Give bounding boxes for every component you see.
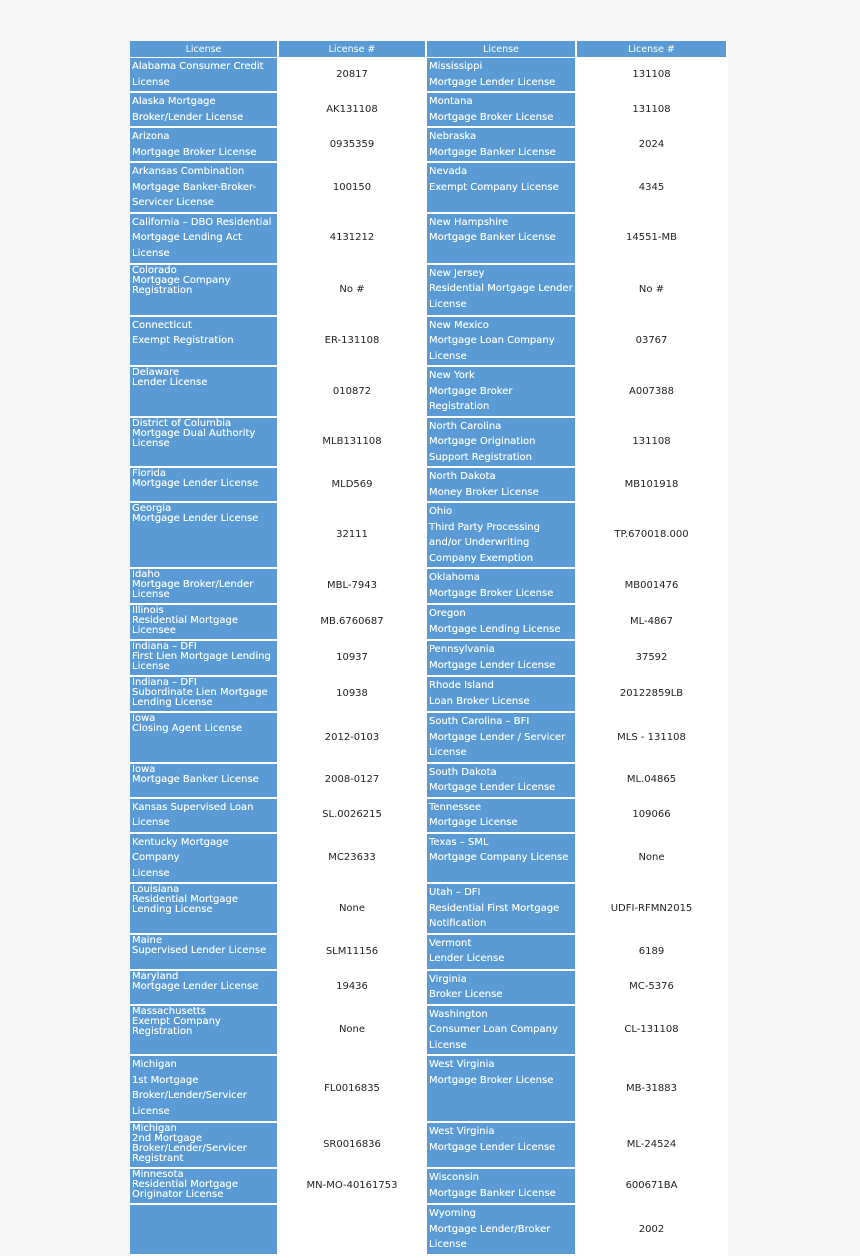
license-cell-left [130,641,279,677]
license-type: 1st Mortgage Broker/Lender/Servicer License [132,1074,251,1117]
license-cell-left [130,93,279,128]
license-cell-right [427,641,577,677]
license-cell-left [130,1006,279,1057]
license-type: Mortgage Broker Registration [429,385,516,412]
license-number-right: 20122859LB [577,677,728,713]
license-number-right: 2024 [577,128,728,163]
license-type: Mortgage Banker License [429,232,556,243]
license-number-left: 32111 [279,503,427,569]
license-cell-left [130,58,279,93]
table-row [130,265,728,317]
license-cell-left [130,834,279,885]
state-name: Alabama Consumer Credit [132,61,264,72]
license-cell-left [130,799,279,834]
license-cell-right [427,834,577,885]
license-type: Residential Mortgage Lending License [132,894,242,915]
license-type: Mortgage Banker-Broker-Servicer License [132,181,257,208]
license-cell-left [130,265,279,317]
table-row [130,317,728,368]
license-type: Mortgage Company Registration [132,274,234,296]
license-number-left: MLB131108 [279,418,427,469]
license-type: Mortgage Dual Authority License [132,427,259,449]
license-number-right: 2002 [577,1205,728,1256]
table-header [130,41,728,58]
state-name: Michigan [132,1123,177,1134]
license-number-left: SR0016836 [279,1123,427,1169]
license-type: Lender License [132,377,208,388]
table-row [130,1006,728,1057]
license-number-right: No # [577,265,728,317]
table-row [130,128,728,163]
license-type: Mortgage Broker License [429,1074,554,1086]
state-name: Vermont [429,937,472,949]
license-number-left: 19436 [279,971,427,1006]
license-cell-left [130,317,279,368]
license-cell-right [427,677,577,713]
state-name: Oklahoma [429,572,480,583]
state-name: Idaho [132,569,160,580]
license-type: Third Party Processing and/or Underwriting Company Exemption [429,521,544,564]
license-number-left: 4131212 [279,214,427,265]
license-cell-right [427,713,577,764]
license-number-left: 2008-0127 [279,764,427,799]
license-cell-left [130,935,279,971]
license-type: Mortgage Lender License [429,76,556,88]
license-cell-left [130,569,279,605]
license-type: Mortgage Company License [429,852,569,863]
license-number-right: ML-4867 [577,605,728,641]
table-row [130,834,728,885]
table-row [130,641,728,677]
license-type: Mortgage Lending License [429,623,561,635]
state-name: Arizona [132,131,170,142]
license-type: Mortgage Lender License [429,659,556,671]
state-name: District of Columbia [132,417,232,429]
state-name: Virginia [429,973,467,985]
license-type: Mortgage Lender License [132,478,259,489]
license-type: Mortgage Broker License [429,587,554,599]
license-number-left: 2012-0103 [279,713,427,764]
license-type: Consumer Loan Company License [429,1024,562,1051]
license-type: Broker/Lender License [132,111,244,123]
license-number-right: MB101918 [577,468,728,503]
license-number-right: 37592 [577,641,728,677]
license-cell-left [130,468,279,503]
license-number-left: 0935359 [279,128,427,163]
state-name: Nebraska [429,131,477,142]
license-number-right: 14551-MB [577,214,728,265]
state-name: West Virginia [429,1059,495,1070]
license-number-right: 03767 [577,317,728,368]
license-cell-right [427,971,577,1006]
license-type: First Lien Mortgage Lending License [132,651,275,672]
license-cell-right [427,93,577,128]
state-name: Illinois [132,605,164,616]
state-name: West Virginia [429,1126,495,1137]
state-name: Mississippi [429,61,483,72]
license-cell-right [427,1123,577,1169]
empty-number-cell-left [279,1205,427,1256]
license-type: Residential First Mortgage Notification [429,902,563,929]
license-type: Residential Mortgage Lender License [429,283,576,310]
license-cell-right [427,884,577,935]
state-name: Washington [429,1008,488,1020]
license-cell-left [130,713,279,764]
license-cell-right [427,1169,577,1205]
license-cell-right [427,58,577,93]
table-body [130,58,728,1256]
license-type: Residential Mortgage Originator License [132,1179,242,1200]
license-cell-right [427,605,577,641]
table-row [130,468,728,503]
license-cell-left [130,1123,279,1169]
state-name: Kansas Supervised Loan [132,801,254,813]
license-number-left: MN-MO-40161753 [279,1169,427,1205]
license-type: Mortgage Lending Act License [132,232,246,259]
license-cell-right [427,367,577,418]
license-cell-right [427,1205,577,1256]
license-number-right: 131108 [577,418,728,469]
license-number-right: ML.04865 [577,764,728,799]
state-name: Delaware [132,367,180,378]
license-type: Mortgage Lender License [429,782,556,793]
license-type: Loan Broker License [429,695,530,707]
license-type: Mortgage Banker License [132,773,259,785]
license-type: Mortgage Loan Company License [429,335,558,362]
state-name: Arkansas Combination [132,166,245,177]
table-row [130,935,728,971]
license-number-left: No # [279,265,427,317]
state-name: Minnesota [132,1169,184,1180]
license-type: Exempt Company Registration [132,1015,225,1037]
license-number-right: 4345 [577,163,728,214]
state-name: Connecticut [132,319,192,331]
state-name: Indiana – DFI [132,677,197,688]
license-type: Mortgage Lender License [132,980,259,992]
license-type: Mortgage Origination Support Registration [429,436,539,463]
license-type: Money Broker License [429,486,539,498]
table-row [130,569,728,605]
license-number-left: 10938 [279,677,427,713]
license-type: Closing Agent License [132,723,243,734]
table-row [130,503,728,569]
license-cell-left [130,418,279,469]
license-number-left: MLD569 [279,468,427,503]
license-cell-right [427,468,577,503]
table-row [130,418,728,469]
license-cell-left [130,163,279,214]
license-table [130,41,728,1256]
table-row [130,799,728,834]
license-type: Mortgage Lender / Servicer License [429,731,569,758]
license-type: Mortgage Broker License [429,111,554,123]
license-type: Supervised Lender License [132,944,267,956]
state-name: California – DBO Residential [132,216,272,228]
license-type: License [132,76,170,88]
license-number-right: MC-5376 [577,971,728,1006]
license-type: Mortgage License [429,817,518,828]
license-number-left: 20817 [279,58,427,93]
state-name: South Dakota [429,766,497,778]
license-cell-right [427,569,577,605]
license-cell-left [130,128,279,163]
table-row [130,163,728,214]
license-type: Mortgage Lender License [132,513,259,524]
state-name: Wyoming [429,1208,476,1219]
license-type: 2nd Mortgage Broker/Lender/Servicer Registrant [132,1133,251,1164]
license-number-right: TP.670018.000 [577,503,728,569]
table-row [130,214,728,265]
license-type: Subordinate Lien Mortgage Lending License [132,687,271,708]
state-name: North Carolina [429,420,502,432]
table-row [130,93,728,128]
license-number-right: MLS - 131108 [577,713,728,764]
license-cell-left [130,367,279,418]
state-name: New Mexico [429,319,489,331]
header-row [130,41,728,58]
state-name: Maine [132,934,163,946]
state-name: Wisconsin [429,1172,479,1183]
license-cell-right [427,163,577,214]
state-name: Pennsylvania [429,644,495,655]
state-name: Iowa [132,713,156,724]
license-type: Mortgage Lender/Broker License [429,1223,554,1250]
license-cell-right [427,1006,577,1057]
license-number-left: AK131108 [279,93,427,128]
license-number-right: UDFI-RFMN2015 [577,884,728,935]
license-cell-right [427,764,577,799]
license-cell-left [130,503,279,569]
state-name: Texas – SML [429,836,489,848]
license-number-left: MC23633 [279,834,427,885]
license-cell-left [130,884,279,935]
license-number-left: ER-131108 [279,317,427,368]
license-cell-right [427,503,577,569]
license-type: Mortgage Broker License [132,146,257,158]
license-cell-left [130,1169,279,1205]
state-name: Oregon [429,608,466,619]
license-number-right: 131108 [577,58,728,93]
state-name: New York [429,370,475,381]
state-name: Kentucky Mortgage Company [132,836,232,863]
license-number-right: 109066 [577,799,728,834]
state-name: New Jersey [429,267,485,279]
table-row [130,971,728,1006]
state-name: Georgia [132,503,172,514]
license-number-left: 10937 [279,641,427,677]
license-type: Mortgage Banker License [429,146,556,158]
state-name: Massachusetts [132,1005,206,1017]
license-cell-right [427,418,577,469]
license-number-left: 010872 [279,367,427,418]
state-name: Florida [132,468,167,479]
license-type: Exempt Company License [429,181,559,193]
license-type: Residential Mortgage Licensee [132,615,242,636]
state-name: Louisiana [132,884,180,895]
license-type: Mortgage Lender License [429,1141,556,1153]
license-cell-right [427,799,577,834]
license-number-right: 6189 [577,935,728,971]
license-cell-right [427,214,577,265]
state-name: Iowa [132,763,156,775]
header-license-right: License [427,41,577,58]
license-cell-left [130,1056,279,1123]
license-number-right: A007388 [577,367,728,418]
empty-license-cell-left [130,1205,279,1256]
license-type: Mortgage Banker License [429,1187,556,1199]
license-type: Exempt Registration [132,335,234,346]
license-number-right: CL-131108 [577,1006,728,1057]
license-cell-left [130,677,279,713]
header-license-number-right: License # [577,41,728,58]
license-number-left: FL0016835 [279,1056,427,1123]
license-cell-right [427,265,577,317]
table-row [130,1205,728,1256]
license-cell-left [130,214,279,265]
table-row [130,58,728,93]
license-cell-right [427,128,577,163]
license-number-right: MB001476 [577,569,728,605]
license-cell-left [130,605,279,641]
license-number-right: MB-31883 [577,1056,728,1123]
license-cell-left [130,971,279,1006]
state-name: Colorado [132,264,177,276]
license-type: License [132,867,170,879]
state-name: Maryland [132,970,179,982]
license-number-left: 100150 [279,163,427,214]
license-number-left: MB.6760687 [279,605,427,641]
table-row [130,764,728,799]
state-name: Ohio [429,506,453,517]
license-cell-right [427,317,577,368]
license-number-left: None [279,884,427,935]
state-name: Utah – DFI [429,887,481,898]
license-number-left: SL.0026215 [279,799,427,834]
license-number-right: 600671BA [577,1169,728,1205]
license-type: Lender License [429,953,505,964]
state-name: Alaska Mortgage [132,96,216,107]
table-row [130,1056,728,1123]
table-row [130,1169,728,1205]
table-row [130,605,728,641]
header-license-left: License [130,41,279,58]
state-name: Indiana – DFI [132,641,197,652]
table-row [130,1123,728,1169]
license-number-left: SLM11156 [279,935,427,971]
license-type: Mortgage Broker/Lender License [132,579,257,600]
state-name: North Dakota [429,471,496,482]
state-name: Rhode Island [429,680,494,691]
state-name: Michigan [132,1059,177,1070]
table-row [130,713,728,764]
state-name: New Hampshire [429,216,509,228]
state-name: South Carolina – BFI [429,716,530,727]
state-name: Montana [429,96,473,107]
state-name: Tennessee [429,801,482,813]
license-type: License [132,817,170,828]
license-number-left: MBL-7943 [279,569,427,605]
header-license-number-left: License # [279,41,427,58]
table-row [130,677,728,713]
table-row [130,884,728,935]
license-cell-left [130,764,279,799]
license-cell-right [427,935,577,971]
license-number-right: 131108 [577,93,728,128]
license-number-left: None [279,1006,427,1057]
license-cell-right [427,1056,577,1123]
table-row [130,367,728,418]
license-number-right: ML-24524 [577,1123,728,1169]
license-type: Broker License [429,989,503,1000]
license-number-right: None [577,834,728,885]
state-name: Nevada [429,166,468,177]
